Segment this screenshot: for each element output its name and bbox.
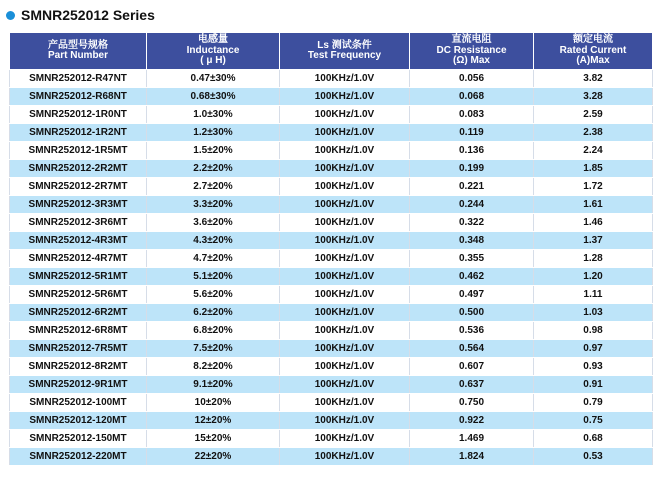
- cell-inductance: 2.7±20%: [147, 178, 280, 196]
- cell-test-frequency: 100KHz/1.0V: [280, 394, 410, 412]
- header-part-number-en: Part Number: [47, 50, 108, 61]
- cell-test-frequency: 100KHz/1.0V: [280, 322, 410, 340]
- table-row: [10, 430, 653, 448]
- cell-test-frequency: 100KHz/1.0V: [280, 124, 410, 142]
- cell-part-number: SMNR252012-1R5MT: [10, 142, 147, 160]
- table-row: [10, 250, 653, 268]
- header-dc-resistance-zh: 直流电阻: [451, 34, 492, 46]
- cell-part-number: SMNR252012-3R6MT: [10, 214, 147, 232]
- cell-part-number: SMNR252012-100MT: [10, 394, 147, 412]
- header-test-frequency-en: Test Frequency: [307, 50, 382, 61]
- table-row: [10, 70, 653, 88]
- header-inductance: [147, 33, 280, 70]
- cell-dc-resistance: 0.068: [410, 88, 534, 106]
- header-inductance-en: Inductance: [186, 44, 240, 56]
- table-row: [10, 304, 653, 322]
- cell-inductance: 7.5±20%: [147, 340, 280, 358]
- table-row: [10, 88, 653, 106]
- cell-test-frequency: 100KHz/1.0V: [280, 250, 410, 268]
- table-row: [10, 412, 653, 430]
- cell-inductance: 6.8±20%: [147, 322, 280, 340]
- table-row: [10, 358, 653, 376]
- cell-part-number: SMNR252012-150MT: [10, 430, 147, 448]
- cell-test-frequency: 100KHz/1.0V: [280, 142, 410, 160]
- header-dc-resistance-unit: (Ω) Max: [453, 55, 490, 67]
- cell-part-number: SMNR252012-120MT: [10, 412, 147, 430]
- table-row: [10, 196, 653, 214]
- header-row: [10, 33, 653, 70]
- cell-rated-current: 0.79: [534, 394, 653, 412]
- cell-part-number: SMNR252012-220MT: [10, 448, 147, 466]
- cell-rated-current: 3.82: [534, 70, 653, 88]
- cell-test-frequency: 100KHz/1.0V: [280, 412, 410, 430]
- cell-part-number: SMNR252012-8R2MT: [10, 358, 147, 376]
- cell-dc-resistance: 0.536: [410, 322, 534, 340]
- cell-part-number: SMNR252012-1R2NT: [10, 124, 147, 142]
- cell-test-frequency: 100KHz/1.0V: [280, 304, 410, 322]
- cell-dc-resistance: 0.500: [410, 304, 534, 322]
- spec-table: [9, 32, 653, 466]
- cell-test-frequency: 100KHz/1.0V: [280, 88, 410, 106]
- cell-inductance: 6.2±20%: [147, 304, 280, 322]
- cell-test-frequency: 100KHz/1.0V: [280, 70, 410, 88]
- cell-inductance: 5.1±20%: [147, 268, 280, 286]
- table-row: [10, 340, 653, 358]
- cell-dc-resistance: 0.083: [410, 106, 534, 124]
- header-inductance-unit: ( μ H): [200, 55, 226, 67]
- cell-inductance: 1.5±20%: [147, 142, 280, 160]
- cell-test-frequency: 100KHz/1.0V: [280, 106, 410, 124]
- cell-dc-resistance: 0.497: [410, 286, 534, 304]
- cell-dc-resistance: 1.469: [410, 430, 534, 448]
- table-row: [10, 232, 653, 250]
- cell-dc-resistance: 0.221: [410, 178, 534, 196]
- cell-inductance: 1.0±30%: [147, 106, 280, 124]
- header-dc-resistance: [410, 33, 534, 70]
- cell-dc-resistance: 0.348: [410, 232, 534, 250]
- cell-dc-resistance: 0.637: [410, 376, 534, 394]
- header-test-frequency-zh: Ls 测试条件: [317, 39, 372, 51]
- cell-inductance: 12±20%: [147, 412, 280, 430]
- cell-inductance: 8.2±20%: [147, 358, 280, 376]
- cell-part-number: SMNR252012-9R1MT: [10, 376, 147, 394]
- cell-part-number: SMNR252012-2R7MT: [10, 178, 147, 196]
- cell-rated-current: 0.98: [534, 322, 653, 340]
- cell-dc-resistance: 0.322: [410, 214, 534, 232]
- header-part-number-zh: 产品型号规格: [48, 39, 108, 51]
- cell-part-number: SMNR252012-7R5MT: [10, 340, 147, 358]
- cell-part-number: SMNR252012-3R3MT: [10, 196, 147, 214]
- cell-test-frequency: 100KHz/1.0V: [280, 268, 410, 286]
- cell-inductance: 1.2±30%: [147, 124, 280, 142]
- cell-dc-resistance: 0.922: [410, 412, 534, 430]
- cell-rated-current: 1.37: [534, 232, 653, 250]
- cell-dc-resistance: 1.824: [410, 448, 534, 466]
- spec-table-body: [10, 70, 653, 466]
- cell-rated-current: 1.72: [534, 178, 653, 196]
- cell-inductance: 2.2±20%: [147, 160, 280, 178]
- table-row: [10, 376, 653, 394]
- table-row: [10, 106, 653, 124]
- cell-rated-current: 1.85: [534, 160, 653, 178]
- cell-part-number: SMNR252012-5R6MT: [10, 286, 147, 304]
- header-rated-current-zh: 额定电流: [573, 34, 613, 46]
- cell-part-number: SMNR252012-2R2MT: [10, 160, 147, 178]
- cell-part-number: SMNR252012-6R8MT: [10, 322, 147, 340]
- cell-rated-current: 1.20: [534, 268, 653, 286]
- cell-inductance: 15±20%: [147, 430, 280, 448]
- cell-part-number: SMNR252012-6R2MT: [10, 304, 147, 322]
- cell-dc-resistance: 0.462: [410, 268, 534, 286]
- cell-test-frequency: 100KHz/1.0V: [280, 196, 410, 214]
- cell-part-number: SMNR252012-4R7MT: [10, 250, 147, 268]
- cell-inductance: 10±20%: [147, 394, 280, 412]
- table-row: [10, 286, 653, 304]
- table-row: [10, 394, 653, 412]
- cell-rated-current: 0.53: [534, 448, 653, 466]
- cell-rated-current: 1.03: [534, 304, 653, 322]
- cell-inductance: 4.7±20%: [147, 250, 280, 268]
- cell-inductance: 5.6±20%: [147, 286, 280, 304]
- header-dc-resistance-en: DC Resistance: [436, 44, 507, 56]
- cell-part-number: SMNR252012-1R0NT: [10, 106, 147, 124]
- cell-inductance: 0.68±30%: [147, 88, 280, 106]
- cell-rated-current: 2.38: [534, 124, 653, 142]
- header-inductance-zh: 电感量: [198, 34, 228, 46]
- cell-test-frequency: 100KHz/1.0V: [280, 214, 410, 232]
- cell-test-frequency: 100KHz/1.0V: [280, 178, 410, 196]
- cell-inductance: 22±20%: [147, 448, 280, 466]
- cell-rated-current: 0.75: [534, 412, 653, 430]
- cell-test-frequency: 100KHz/1.0V: [280, 376, 410, 394]
- cell-inductance: 4.3±20%: [147, 232, 280, 250]
- table-row: [10, 448, 653, 466]
- cell-dc-resistance: 0.244: [410, 196, 534, 214]
- cell-rated-current: 2.24: [534, 142, 653, 160]
- cell-part-number: SMNR252012-R47NT: [10, 70, 147, 88]
- cell-dc-resistance: 0.119: [410, 124, 534, 142]
- cell-rated-current: 2.59: [534, 106, 653, 124]
- cell-test-frequency: 100KHz/1.0V: [280, 286, 410, 304]
- cell-dc-resistance: 0.199: [410, 160, 534, 178]
- table-row: [10, 322, 653, 340]
- cell-inductance: 3.3±20%: [147, 196, 280, 214]
- cell-dc-resistance: 0.355: [410, 250, 534, 268]
- cell-part-number: SMNR252012-4R3MT: [10, 232, 147, 250]
- cell-dc-resistance: 0.564: [410, 340, 534, 358]
- table-row: [10, 214, 653, 232]
- header-rated-current-unit: (A)Max: [576, 55, 610, 67]
- cell-rated-current: 0.97: [534, 340, 653, 358]
- cell-dc-resistance: 0.607: [410, 358, 534, 376]
- cell-rated-current: 1.11: [534, 286, 653, 304]
- cell-test-frequency: 100KHz/1.0V: [280, 160, 410, 178]
- header-rated-current-en: Rated Current: [559, 44, 627, 56]
- table-row: [10, 142, 653, 160]
- cell-inductance: 3.6±20%: [147, 214, 280, 232]
- series-heading: [6, 6, 155, 24]
- cell-rated-current: 3.28: [534, 88, 653, 106]
- table-row: [10, 160, 653, 178]
- cell-dc-resistance: 0.750: [410, 394, 534, 412]
- table-row: [10, 124, 653, 142]
- cell-rated-current: 0.91: [534, 376, 653, 394]
- cell-test-frequency: 100KHz/1.0V: [280, 448, 410, 466]
- series-title: SMNR252012 Series: [21, 7, 155, 23]
- cell-test-frequency: 100KHz/1.0V: [280, 232, 410, 250]
- cell-test-frequency: 100KHz/1.0V: [280, 340, 410, 358]
- cell-rated-current: 1.28: [534, 250, 653, 268]
- cell-rated-current: 1.61: [534, 196, 653, 214]
- cell-test-frequency: 100KHz/1.0V: [280, 358, 410, 376]
- cell-rated-current: 0.93: [534, 358, 653, 376]
- cell-part-number: SMNR252012-5R1MT: [10, 268, 147, 286]
- bullet-dot-icon: [6, 11, 15, 20]
- cell-inductance: 9.1±20%: [147, 376, 280, 394]
- cell-part-number: SMNR252012-R68NT: [10, 88, 147, 106]
- table-row: [10, 178, 653, 196]
- cell-dc-resistance: 0.056: [410, 70, 534, 88]
- header-part-number: [10, 33, 147, 70]
- cell-rated-current: 1.46: [534, 214, 653, 232]
- header-rated-current: [534, 33, 653, 70]
- header-test-frequency: [280, 33, 410, 70]
- cell-inductance: 0.47±30%: [147, 70, 280, 88]
- cell-dc-resistance: 0.136: [410, 142, 534, 160]
- cell-test-frequency: 100KHz/1.0V: [280, 430, 410, 448]
- cell-rated-current: 0.68: [534, 430, 653, 448]
- table-row: [10, 268, 653, 286]
